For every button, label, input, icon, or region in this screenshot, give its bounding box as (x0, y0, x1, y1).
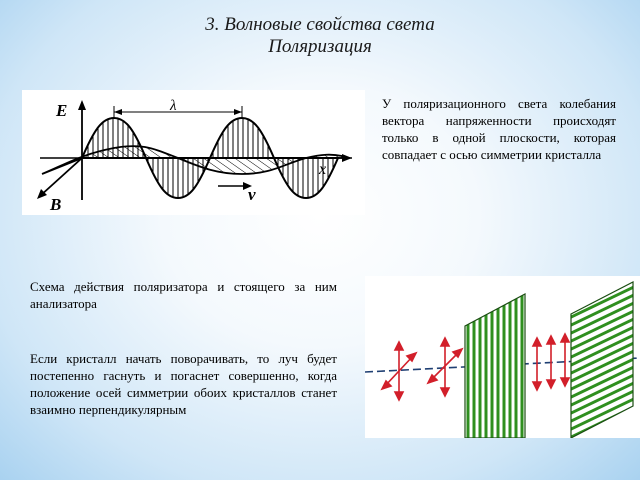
b-axis (40, 158, 82, 196)
polarizer-figure (365, 276, 640, 438)
label-e: E (56, 101, 68, 120)
polarizer-plate (465, 276, 525, 438)
slide-title (0, 14, 640, 58)
label-lambda: λ (170, 98, 177, 114)
title-line-1: 3. Волновые свойства света (205, 14, 435, 35)
rotation-note-text: Если кристалл начать поворачивать, то луч будет постепенно гаснуть и погаснет совершенно, когда положение осей симметрии обоих кристаллов станет взаимно перпендикулярным (30, 351, 337, 417)
em-wave-figure (22, 90, 365, 215)
polarized-light-text: У поляризационного света колебания вектора напряженности происходят только в одной плоскости, которая совпадает с осью симметрии кристалла (382, 96, 616, 162)
scheme-caption-text: Схема действия поляризатора и стоящего за ним анализатора (30, 279, 337, 311)
x-axis-arrowhead (342, 154, 352, 162)
em-wave-diagram (22, 90, 365, 215)
analyzer-plate (565, 276, 640, 438)
e-axis-arrowhead (78, 100, 86, 110)
label-v: v (248, 185, 256, 204)
label-x: x (319, 161, 327, 178)
unpolarized-arrows (382, 338, 462, 400)
wavelength-arrow-left (114, 109, 122, 115)
polarizer-scheme (365, 276, 640, 438)
title-line-2: Поляризация (268, 36, 372, 57)
label-b: B (50, 195, 62, 214)
wavelength-arrow-right (234, 109, 242, 115)
